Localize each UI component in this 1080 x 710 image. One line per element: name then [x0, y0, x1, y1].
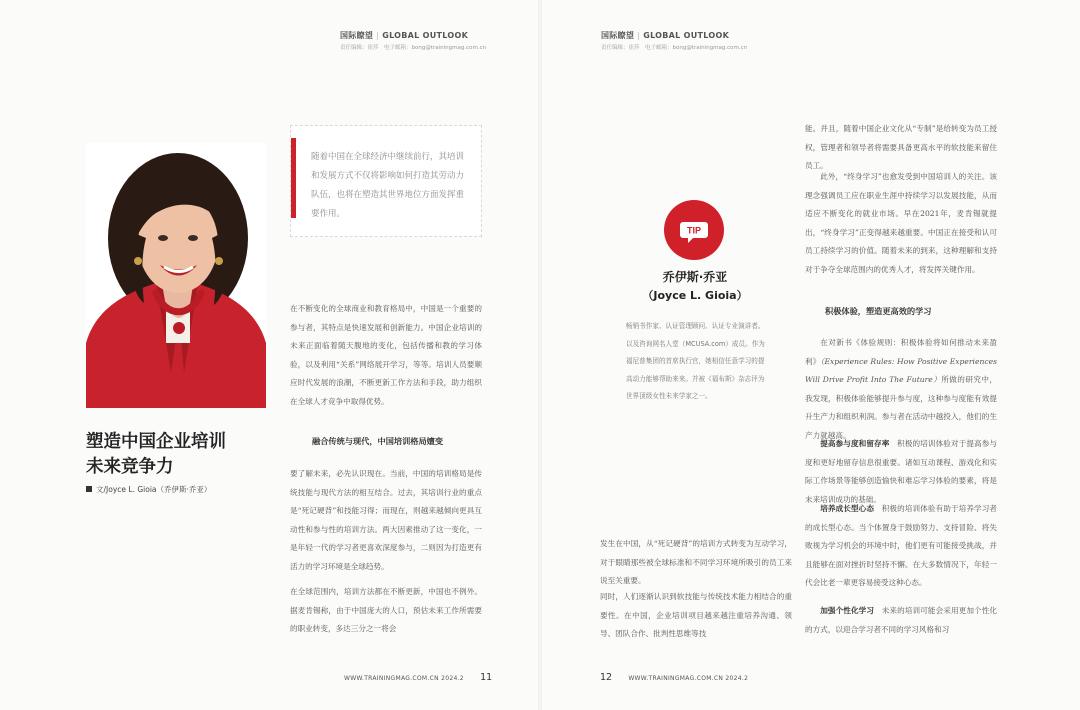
editor-line: 责任编辑：崔莎 电子邮箱：bong@trainingmag.com.cn [340, 45, 487, 51]
section1-paragraph-1: 要了解未来，必先认识现在。当前，中国的培训格局是传统技能与现代方法的相互结合。过去，其培训行业的重点是“死记硬背”和技能习得；而现在，则越来越倾向更具互动性和参与性的培训方法。两大因素推动了这一变化，一是年轻一代的学习者更喜欢深度参与，二则因为打造更有活力的学习环境是全球趋势。 [290, 469, 482, 571]
intro-paragraph: 在不断变化的全球商业和教育格局中，中国是一个重要的参与者，其特点是快速发展和创新能力。中国企业培训的未来正面临着随天腹地的变化，包括传播和教的学习体验，以及利用“关系”网络展开学习，等等。培训人员要顺应时代发展的浪潮，不断更新工作方法和手段，助力组织在全球人才竞争中取得优势。 [290, 304, 482, 406]
article-title-line2: 未来竞争力 [86, 457, 174, 477]
editor-line: 责任编辑：崔莎 电子邮箱：bong@trainingmag.com.cn [601, 45, 748, 51]
middle-paragraph-2: 同时，人们逐渐认识到软技能与传统技术能力相结合的重要性。在中国，企业培训项目越来越注重培养沟通、领导、团队合作、批判性思维等技 [600, 592, 792, 639]
lead-personalized: 加强个性化学习 [820, 606, 875, 615]
section2-heading: 积极体验，塑造更高效的学习 [825, 306, 932, 316]
right-paragraph-2: 此外，“终身学习”也愈发受到中国培训人的关注。该理念强调员工应在职业生涯中持续学习以发展技能，从而适应不断变化的就业市场。早在2021年，麦肯锡就提出，“终身学习”正变得越来越重要。中国正在接受和认可员工持续学习的价值。随着未来的到来，这种理解和支持对于争夺全球范围内的优秀人才，将发挥关键作用。 [805, 172, 997, 274]
right-paragraph-4: 提高参与度和留存率 积极的培训体验对于提高参与度和更好地留存信息很重要。诸如互动课程、游戏化和实际工作场景等能够创造愉快和难忘学习体验的要素，将是未来培训成功的基础。 [805, 439, 998, 504]
section1-heading: 融合传统与现代，中国培训格局嬗变 [312, 436, 444, 446]
lead-engagement: 提高参与度和留存率 [820, 439, 890, 448]
right-paragraph-3: 在对新书《体验规则：积极体验将如何推动未来盈利》（Experience Rules: How Positive Experiences Will Drive Profit Into The Future）所做的研究中，我发现，积极体验能够提升参与度，这种参与度能有效提升生产力和组织利润。参与者在活动中越投入，他们的生产力就越高。 [805, 338, 998, 440]
section-title-cn: 国际瞭望 [601, 31, 635, 40]
page-number: 11 [480, 672, 493, 683]
author-portrait [86, 143, 266, 408]
article-title-line1: 塑造中国企业培训 [86, 432, 226, 452]
pull-quote-text: 随着中国在全球经济中继续前行，其培训和发展方式不仅将影响如何打造其劳动力队伍，也将在塑造其世界地位方面发挥重要作用。 [311, 152, 465, 219]
right-paragraph-1: 能。并且，随着中国企业文化从“专制”是给转变为员工授权，管理者和领导者将需要具备更高水平的软技能来留住员工。 [805, 124, 997, 171]
footer-site: WWW.TRAININGMAG.COM.CN 2024.2 [628, 675, 749, 682]
right-paragraph-6: 加强个性化学习 未来的培训可能会采用更加个性化的方式，以迎合学习者不同的学习风格和习 [805, 606, 998, 634]
middle-paragraph-1: 发生在中国，从“死记硬背”的培训方式转变为互动学习，对于眼睛那些被全球标准和不同学习环境所吸引的员工来说至关重要。 [600, 539, 792, 586]
spine-gutter [538, 0, 542, 710]
page-header: 国际瞭望 | GLOBAL OUTLOOK 责任编辑：崔莎 电子邮箱：bong@trainingmag.com.cn [601, 31, 748, 51]
article-title [86, 430, 286, 480]
footer-site: WWW.TRAININGMAG.COM.CN 2024.2 [344, 675, 464, 682]
page-footer [344, 672, 492, 683]
section-title-en: GLOBAL OUTLOOK [382, 31, 469, 40]
section-title-en: GLOBAL OUTLOOK [643, 31, 730, 40]
pull-quote-accent-bar [291, 138, 296, 218]
page-number: 12 [600, 672, 613, 683]
byline-text: 文/Joyce L. Gioia（乔伊斯·乔亚） [96, 485, 212, 494]
author-bio: 畅销书作家、认证管理顾问、认证专业演讲者。以及咨询网名人堂（MCUSA.com）成员。作为福尼普集团的首席执行官，她相信任意学习的提高动力能够帮助来来。并被《福布斯》杂志评为世界顶级女性未来学家之一。 [626, 322, 765, 400]
page-footer [600, 672, 748, 683]
byline [86, 484, 211, 495]
lead-growth-mindset: 培养成长型心态 [820, 504, 875, 513]
byline-square-icon [86, 486, 92, 492]
right-paragraph-5: 培养成长型心态 积极的培训体验有助于培养学习者的成长型心态。当个体置身于鼓励努力、支持冒险、将失败视为学习机会的环境中时，他们更有可能接受挑战，并且能够在面对挫折时坚持不懈。在大多数情况下，年轻一代会比老一辈更容易接受这种心态。 [805, 504, 998, 588]
tip-badge [663, 199, 725, 261]
author-name-cn: 乔伊斯·乔亚 [662, 270, 728, 284]
pull-quote-box [290, 125, 482, 237]
author-name-en: （Joyce L. Gioia） [642, 289, 748, 302]
page-header: 国际瞭望 | GLOBAL OUTLOOK 责任编辑：崔莎 电子邮箱：bong@trainingmag.com.cn [340, 31, 487, 51]
section1-paragraph-2: 在全球范围内，培训方法都在不断更新，中国也不例外。据麦肯锡称，由于中国庞大的人口，预估未来工作所需要的职业转变，多达三分之一将会 [290, 587, 482, 634]
section-title-cn: 国际瞭望 [340, 31, 374, 40]
tip-badge-label: TIP [686, 225, 702, 236]
right-page [540, 0, 1080, 710]
book-title-english: （Experience Rules: How Positive Experiences Will Drive Profit Into The Future） [805, 356, 998, 385]
